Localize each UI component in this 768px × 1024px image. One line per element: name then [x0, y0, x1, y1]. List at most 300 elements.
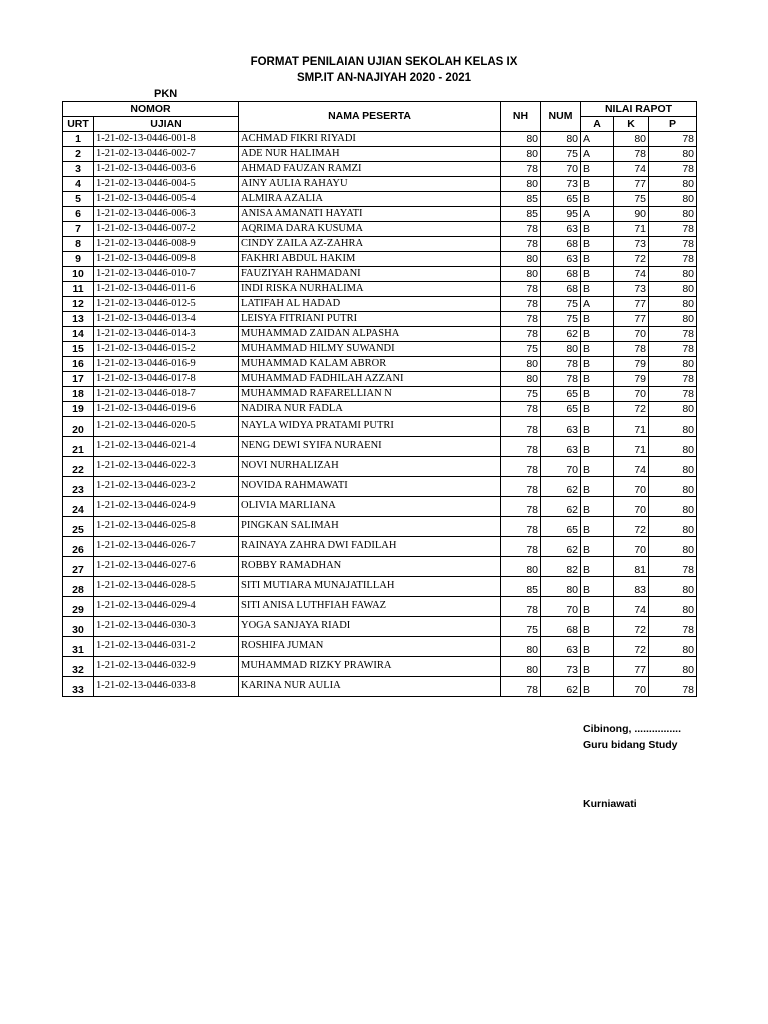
exam-number: 1-21-02-13-0446-006-3 [94, 207, 239, 222]
score-k: 77 [614, 177, 649, 192]
score-k: 80 [614, 132, 649, 147]
grade-a: B [581, 267, 614, 282]
score-p: 78 [649, 252, 697, 267]
score-k: 70 [614, 477, 649, 497]
row-number: 33 [63, 677, 94, 697]
num-score: 63 [541, 637, 581, 657]
row-number: 15 [63, 342, 94, 357]
score-k: 73 [614, 282, 649, 297]
score-k: 70 [614, 677, 649, 697]
score-k: 77 [614, 657, 649, 677]
row-number: 12 [63, 297, 94, 312]
table-row [63, 417, 697, 437]
grade-a: B [581, 677, 614, 697]
score-p: 80 [649, 457, 697, 477]
score-p: 80 [649, 147, 697, 162]
exam-number: 1-21-02-13-0446-005-4 [94, 192, 239, 207]
participant-name: KARINA NUR AULIA [239, 677, 501, 697]
score-p: 78 [649, 162, 697, 177]
row-number: 16 [63, 357, 94, 372]
exam-number: 1-21-02-13-0446-025-8 [94, 517, 239, 537]
grade-a: B [581, 577, 614, 597]
participant-name: OLIVIA MARLIANA [239, 497, 501, 517]
num-score: 62 [541, 327, 581, 342]
num-score: 68 [541, 237, 581, 252]
row-number: 9 [63, 252, 94, 267]
score-k: 72 [614, 517, 649, 537]
header-p: P [649, 117, 697, 132]
row-number: 17 [63, 372, 94, 387]
exam-number: 1-21-02-13-0446-024-9 [94, 497, 239, 517]
grade-a: A [581, 132, 614, 147]
score-k: 79 [614, 357, 649, 372]
grade-a: B [581, 192, 614, 207]
table-row [63, 237, 697, 252]
score-k: 72 [614, 617, 649, 637]
row-number: 20 [63, 417, 94, 437]
score-p: 80 [649, 177, 697, 192]
grade-a: B [581, 457, 614, 477]
exam-number: 1-21-02-13-0446-012-5 [94, 297, 239, 312]
participant-name: NENG DEWI SYIFA NURAENI [239, 437, 501, 457]
nh-score: 85 [501, 577, 541, 597]
row-number: 2 [63, 147, 94, 162]
nh-score: 78 [501, 437, 541, 457]
score-k: 71 [614, 222, 649, 237]
header-ujian: UJIAN [94, 117, 239, 132]
exam-number: 1-21-02-13-0446-008-9 [94, 237, 239, 252]
participant-name: NOVI NURHALIZAH [239, 457, 501, 477]
nh-score: 78 [501, 517, 541, 537]
nh-score: 78 [501, 537, 541, 557]
score-k: 90 [614, 207, 649, 222]
table-row [63, 457, 697, 477]
participant-name: LATIFAH AL HADAD [239, 297, 501, 312]
participant-name: YOGA SANJAYA RIADI [239, 617, 501, 637]
header-urt: URT [63, 117, 94, 132]
exam-number: 1-21-02-13-0446-013-4 [94, 312, 239, 327]
grade-a: B [581, 557, 614, 577]
table-row [63, 477, 697, 497]
score-p: 78 [649, 617, 697, 637]
num-score: 78 [541, 357, 581, 372]
score-p: 80 [649, 312, 697, 327]
score-k: 72 [614, 252, 649, 267]
row-number: 19 [63, 402, 94, 417]
exam-number: 1-21-02-13-0446-015-2 [94, 342, 239, 357]
table-row [63, 437, 697, 457]
score-p: 80 [649, 477, 697, 497]
table-row [63, 207, 697, 222]
num-score: 68 [541, 282, 581, 297]
grade-a: B [581, 327, 614, 342]
place-date: Cibinong, ................ [583, 723, 681, 735]
nh-score: 80 [501, 372, 541, 387]
nh-score: 78 [501, 162, 541, 177]
header-num: NUM [541, 102, 581, 132]
table-row [63, 312, 697, 327]
score-p: 78 [649, 372, 697, 387]
nh-score: 78 [501, 222, 541, 237]
grade-a: B [581, 597, 614, 617]
participant-name: INDI RISKA NURHALIMA [239, 282, 501, 297]
grade-a: A [581, 147, 614, 162]
score-p: 78 [649, 342, 697, 357]
exam-number: 1-21-02-13-0446-029-4 [94, 597, 239, 617]
score-p: 80 [649, 637, 697, 657]
signer-name: Kurniawati [583, 798, 637, 810]
exam-number: 1-21-02-13-0446-026-7 [94, 537, 239, 557]
num-score: 63 [541, 417, 581, 437]
score-p: 80 [649, 517, 697, 537]
score-p: 80 [649, 192, 697, 207]
table-row [63, 162, 697, 177]
row-number: 10 [63, 267, 94, 282]
num-score: 70 [541, 162, 581, 177]
score-k: 83 [614, 577, 649, 597]
header-nh: NH [501, 102, 541, 132]
header-nilai-rapot: NILAI RAPOT [581, 102, 697, 117]
participant-name: PINGKAN SALIMAH [239, 517, 501, 537]
row-number: 7 [63, 222, 94, 237]
nh-score: 85 [501, 207, 541, 222]
participant-name: MUHAMMAD RIZKY PRAWIRA [239, 657, 501, 677]
exam-number: 1-21-02-13-0446-021-4 [94, 437, 239, 457]
grade-a: B [581, 437, 614, 457]
row-number: 23 [63, 477, 94, 497]
num-score: 70 [541, 597, 581, 617]
num-score: 95 [541, 207, 581, 222]
header-a: A [581, 117, 614, 132]
table-row [63, 147, 697, 162]
participant-name: AINY AULIA RAHAYU [239, 177, 501, 192]
nh-score: 80 [501, 132, 541, 147]
table-row [63, 357, 697, 372]
grade-a: B [581, 402, 614, 417]
table-row [63, 327, 697, 342]
grade-a: B [581, 477, 614, 497]
grade-a: B [581, 282, 614, 297]
exam-number: 1-21-02-13-0446-018-7 [94, 387, 239, 402]
score-k: 71 [614, 437, 649, 457]
grade-a: B [581, 372, 614, 387]
grade-a: B [581, 417, 614, 437]
row-number: 5 [63, 192, 94, 207]
exam-number: 1-21-02-13-0446-027-6 [94, 557, 239, 577]
num-score: 73 [541, 657, 581, 677]
score-k: 71 [614, 417, 649, 437]
grade-a: B [581, 387, 614, 402]
participant-name: MUHAMMAD HILMY SUWANDI [239, 342, 501, 357]
row-number: 32 [63, 657, 94, 677]
table-row [63, 537, 697, 557]
grade-a: B [581, 162, 614, 177]
score-p: 80 [649, 497, 697, 517]
score-p: 80 [649, 437, 697, 457]
school-year-title: SMP.IT AN-NAJIYAH 2020 - 2021 [296, 72, 472, 84]
num-score: 73 [541, 177, 581, 192]
num-score: 63 [541, 222, 581, 237]
table-row [63, 657, 697, 677]
table-row [63, 222, 697, 237]
row-number: 3 [63, 162, 94, 177]
table-row [63, 617, 697, 637]
grade-a: B [581, 252, 614, 267]
exam-number: 1-21-02-13-0446-009-8 [94, 252, 239, 267]
score-k: 77 [614, 312, 649, 327]
nh-score: 78 [501, 597, 541, 617]
nh-score: 78 [501, 402, 541, 417]
signer-role: Guru bidang Study [583, 739, 678, 751]
participant-name: MUHAMMAD ZAIDAN ALPASHA [239, 327, 501, 342]
score-k: 74 [614, 267, 649, 282]
num-score: 80 [541, 342, 581, 357]
score-k: 78 [614, 342, 649, 357]
num-score: 82 [541, 557, 581, 577]
table-row [63, 387, 697, 402]
num-score: 62 [541, 477, 581, 497]
participant-name: MUHAMMAD KALAM ABROR [239, 357, 501, 372]
row-number: 14 [63, 327, 94, 342]
header-nama-peserta: NAMA PESERTA [239, 102, 501, 132]
participant-name: ANISA AMANATI HAYATI [239, 207, 501, 222]
exam-number: 1-21-02-13-0446-028-5 [94, 577, 239, 597]
score-k: 72 [614, 402, 649, 417]
table-row [63, 342, 697, 357]
exam-number: 1-21-02-13-0446-010-7 [94, 267, 239, 282]
score-k: 75 [614, 192, 649, 207]
score-p: 80 [649, 402, 697, 417]
grade-a: A [581, 207, 614, 222]
grade-a: B [581, 312, 614, 327]
num-score: 80 [541, 132, 581, 147]
grade-a: B [581, 177, 614, 192]
participant-name: NOVIDA RAHMAWATI [239, 477, 501, 497]
table-row [63, 577, 697, 597]
score-p: 78 [649, 387, 697, 402]
row-number: 13 [63, 312, 94, 327]
num-score: 63 [541, 437, 581, 457]
exam-number: 1-21-02-13-0446-003-6 [94, 162, 239, 177]
score-p: 80 [649, 207, 697, 222]
header-nomor: NOMOR [63, 102, 239, 117]
score-p: 78 [649, 132, 697, 147]
num-score: 62 [541, 677, 581, 697]
num-score: 75 [541, 312, 581, 327]
num-score: 78 [541, 372, 581, 387]
nh-score: 78 [501, 297, 541, 312]
grade-a: B [581, 342, 614, 357]
score-k: 70 [614, 327, 649, 342]
nh-score: 80 [501, 557, 541, 577]
exam-number: 1-21-02-13-0446-014-3 [94, 327, 239, 342]
grade-a: B [581, 357, 614, 372]
score-p: 80 [649, 537, 697, 557]
exam-number: 1-21-02-13-0446-019-6 [94, 402, 239, 417]
table-row [63, 372, 697, 387]
num-score: 65 [541, 192, 581, 207]
num-score: 65 [541, 387, 581, 402]
num-score: 65 [541, 402, 581, 417]
grade-a: B [581, 497, 614, 517]
num-score: 75 [541, 147, 581, 162]
grade-a: B [581, 657, 614, 677]
header-k: K [614, 117, 649, 132]
row-number: 27 [63, 557, 94, 577]
nh-score: 80 [501, 357, 541, 372]
table-row [63, 297, 697, 312]
exam-number: 1-21-02-13-0446-017-8 [94, 372, 239, 387]
row-number: 26 [63, 537, 94, 557]
nh-score: 80 [501, 657, 541, 677]
table-row [63, 597, 697, 617]
row-number: 21 [63, 437, 94, 457]
row-number: 4 [63, 177, 94, 192]
exam-number: 1-21-02-13-0446-007-2 [94, 222, 239, 237]
participant-name: FAUZIYAH RAHMADANI [239, 267, 501, 282]
grade-a: B [581, 237, 614, 252]
nh-score: 80 [501, 177, 541, 192]
score-p: 80 [649, 297, 697, 312]
grade-a: B [581, 637, 614, 657]
score-k: 72 [614, 637, 649, 657]
score-k: 81 [614, 557, 649, 577]
score-p: 80 [649, 417, 697, 437]
exam-number: 1-21-02-13-0446-016-9 [94, 357, 239, 372]
score-k: 70 [614, 537, 649, 557]
table-row [63, 192, 697, 207]
score-p: 80 [649, 357, 697, 372]
table-row [63, 557, 697, 577]
row-number: 8 [63, 237, 94, 252]
num-score: 75 [541, 297, 581, 312]
score-p: 78 [649, 237, 697, 252]
nh-score: 78 [501, 677, 541, 697]
row-number: 6 [63, 207, 94, 222]
grade-a: B [581, 222, 614, 237]
participant-name: AQRIMA DARA KUSUMA [239, 222, 501, 237]
row-number: 28 [63, 577, 94, 597]
nh-score: 78 [501, 497, 541, 517]
row-number: 22 [63, 457, 94, 477]
participant-name: CINDY ZAILA AZ-ZAHRA [239, 237, 501, 252]
num-score: 80 [541, 577, 581, 597]
table-row [63, 677, 697, 697]
participant-name: MUHAMMAD RAFARELLIAN N [239, 387, 501, 402]
table-row [63, 637, 697, 657]
participant-name: LEISYA FITRIANI PUTRI [239, 312, 501, 327]
participant-name: SITI ANISA LUTHFIAH FAWAZ [239, 597, 501, 617]
document-title: FORMAT PENILAIAN UJIAN SEKOLAH KELAS IX [250, 56, 518, 68]
exam-number: 1-21-02-13-0446-031-2 [94, 637, 239, 657]
nh-score: 80 [501, 267, 541, 282]
exam-number: 1-21-02-13-0446-011-6 [94, 282, 239, 297]
table-row [63, 517, 697, 537]
exam-number: 1-21-02-13-0446-033-8 [94, 677, 239, 697]
grades-table [62, 101, 697, 697]
exam-number: 1-21-02-13-0446-001-8 [94, 132, 239, 147]
participant-name: NAYLA WIDYA PRATAMI PUTRI [239, 417, 501, 437]
nh-score: 80 [501, 252, 541, 267]
nh-score: 78 [501, 237, 541, 252]
participant-name: SITI MUTIARA MUNAJATILLAH [239, 577, 501, 597]
num-score: 62 [541, 497, 581, 517]
score-k: 77 [614, 297, 649, 312]
score-p: 78 [649, 327, 697, 342]
participant-name: NADIRA NUR FADLA [239, 402, 501, 417]
exam-number: 1-21-02-13-0446-004-5 [94, 177, 239, 192]
participant-name: ACHMAD FIKRI RIYADI [239, 132, 501, 147]
nh-score: 78 [501, 327, 541, 342]
score-p: 80 [649, 267, 697, 282]
num-score: 62 [541, 537, 581, 557]
participant-name: AHMAD FAUZAN RAMZI [239, 162, 501, 177]
row-number: 29 [63, 597, 94, 617]
score-k: 74 [614, 597, 649, 617]
exam-number: 1-21-02-13-0446-022-3 [94, 457, 239, 477]
num-score: 63 [541, 252, 581, 267]
nh-score: 75 [501, 387, 541, 402]
grade-a: B [581, 617, 614, 637]
score-k: 70 [614, 387, 649, 402]
num-score: 68 [541, 267, 581, 282]
participant-name: ROSHIFA JUMAN [239, 637, 501, 657]
grades-table-body [63, 132, 697, 697]
participant-name: MUHAMMAD FADHILAH AZZANI [239, 372, 501, 387]
table-row [63, 177, 697, 192]
score-k: 74 [614, 457, 649, 477]
row-number: 24 [63, 497, 94, 517]
row-number: 25 [63, 517, 94, 537]
score-k: 78 [614, 147, 649, 162]
participant-name: ADE NUR HALIMAH [239, 147, 501, 162]
num-score: 68 [541, 617, 581, 637]
num-score: 70 [541, 457, 581, 477]
score-p: 78 [649, 677, 697, 697]
exam-number: 1-21-02-13-0446-023-2 [94, 477, 239, 497]
score-p: 78 [649, 222, 697, 237]
table-row [63, 282, 697, 297]
nh-score: 75 [501, 342, 541, 357]
score-p: 80 [649, 657, 697, 677]
exam-number: 1-21-02-13-0446-020-5 [94, 417, 239, 437]
table-row [63, 267, 697, 282]
row-number: 31 [63, 637, 94, 657]
row-number: 1 [63, 132, 94, 147]
participant-name: ROBBY RAMADHAN [239, 557, 501, 577]
subject-label: PKN [154, 88, 178, 100]
score-p: 80 [649, 577, 697, 597]
nh-score: 80 [501, 637, 541, 657]
table-row [63, 132, 697, 147]
exam-number: 1-21-02-13-0446-030-3 [94, 617, 239, 637]
nh-score: 80 [501, 147, 541, 162]
participant-name: ALMIRA AZALIA [239, 192, 501, 207]
score-k: 79 [614, 372, 649, 387]
score-k: 70 [614, 497, 649, 517]
nh-score: 78 [501, 312, 541, 327]
score-k: 74 [614, 162, 649, 177]
grade-a: A [581, 297, 614, 312]
score-p: 78 [649, 557, 697, 577]
table-row [63, 497, 697, 517]
score-k: 73 [614, 237, 649, 252]
nh-score: 78 [501, 282, 541, 297]
grade-a: B [581, 517, 614, 537]
row-number: 30 [63, 617, 94, 637]
num-score: 65 [541, 517, 581, 537]
nh-score: 78 [501, 417, 541, 437]
